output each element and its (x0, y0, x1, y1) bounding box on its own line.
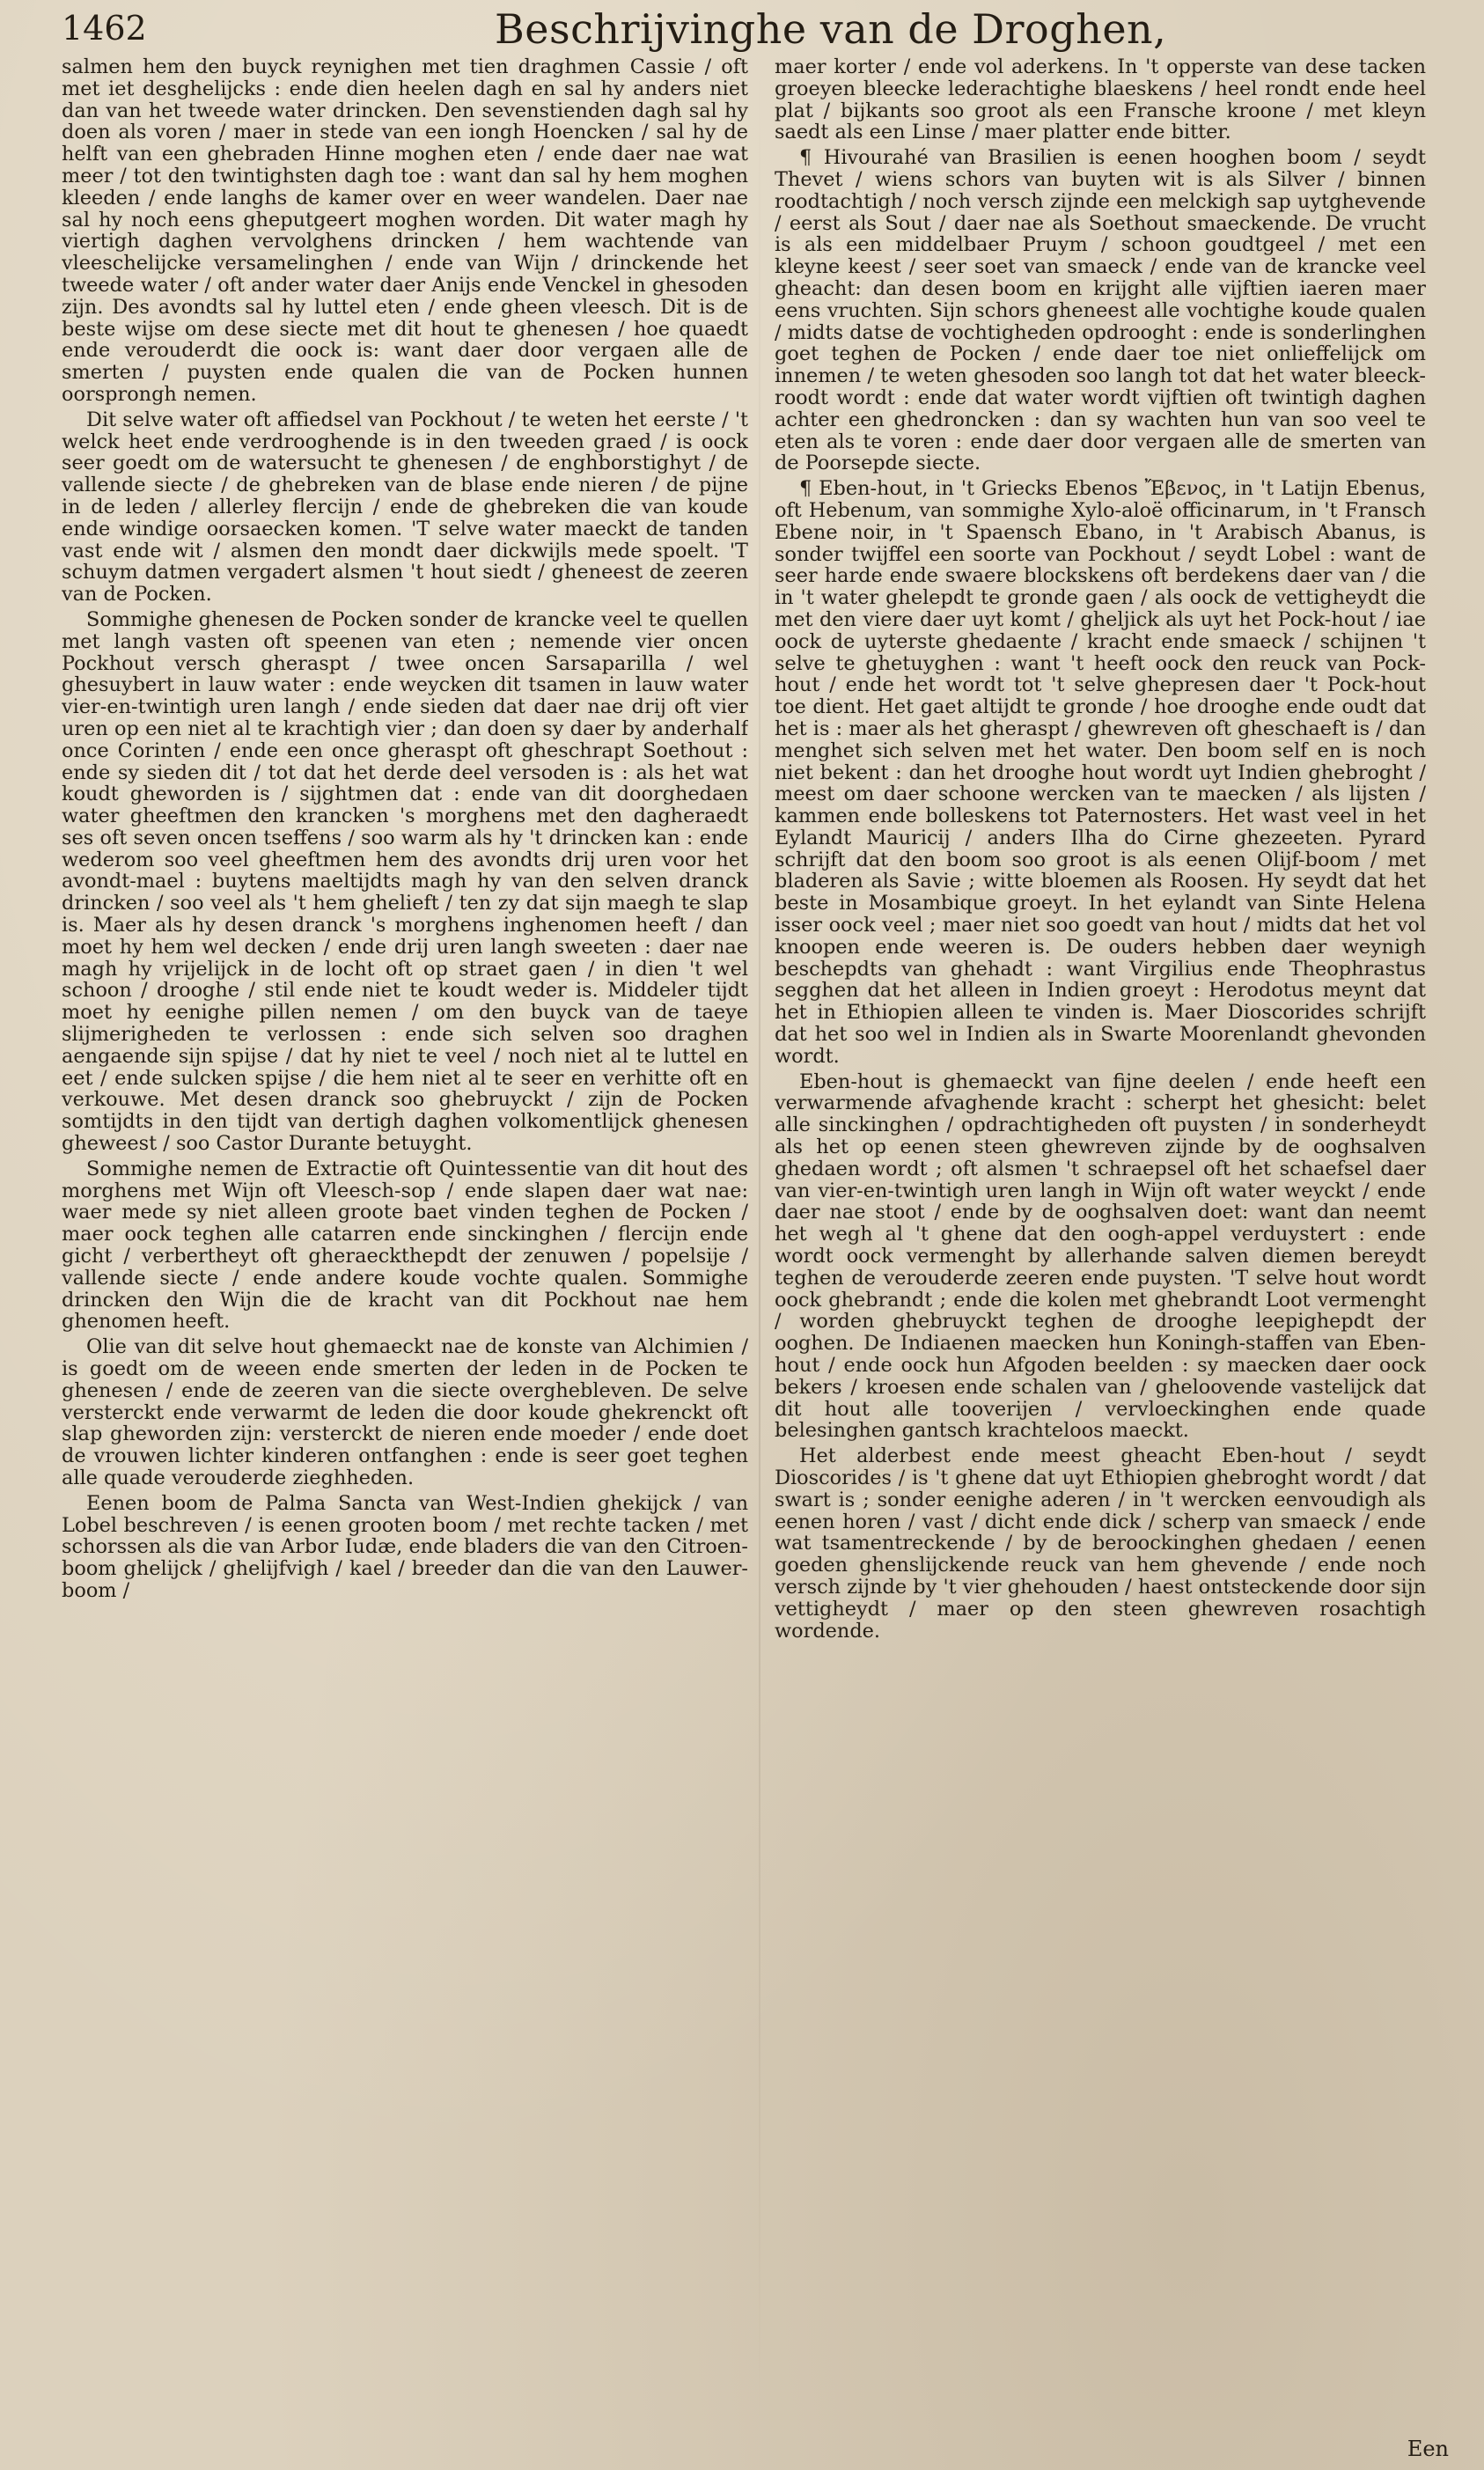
paragraph: Het alderbest ende meest gheacht Eben-hout / seydt Dioscorides / is 't ghene dat uyt Ethiopien ghebroght wordt / dat swart is ; sonder eenighe aderen / in 't wercken eenvoudigh als eenen horen / vast / dicht ende dick / scherp van smaeck / ende wat tsamentreckende / by de beroockinghen ghedaen / eenen goeden ghenslijckende reuck van hem ghevende / ende noch versch zijnde by 't vier ghehouden / haest ontsteckende door sijn vettigheydt / maer op den steen ghewreven rosachtigh wordende. (775, 1445, 1426, 1643)
running-head: Beschrijvinghe van de Droghen, (495, 5, 1167, 53)
left-column (62, 56, 748, 2451)
paragraph: Sommighe ghenesen de Pocken sonder de krancke veel te quellen met langh vasten oft speenen van eten ; nemende vier oncen Pockhout versch gheraspt / twee oncen Sarsaparilla / wel ghesuybert in lauw water : ende weycken dit tsamen in lauw water vier-en-twintigh uren langh / ende sieden dat daer nae drij oft vier uren op een niet al te krachtigh vier ; dan doen sy daer by anderhalf once Corinten / ende een once gheraspt oft gheschrapt Soethout : ende sy sieden dit / tot dat het derde deel versoden is : als het wat koudt gheworden is / sijghtmen dat : ende van dit doorghedaen water gheeftmen den krancken 's morghens met den dagheraedt ses oft seven oncen tseffens / soo warm als hy 't drincken kan : ende wederom soo veel gheeftmen hem des avondts drij uren voor het avondt-mael : buytens maeltijdts magh hy van den selven dranck drincken / soo veel als 't hem ghelieft / ten zy dat sijn maegh te slap is. Maer als hy desen dranck 's morghens inghenomen heeft / dan moet hy hem wel decken / ende drij uren langh sweeten : daer nae magh hy vrijelijck in de locht oft op straet gaen / in dien 't wel schoon / drooghe / stil ende niet te koudt weder is. Middeler tijdt moet hy eenighe pillen nemen / om den buyck van de taeye slijmerigheden te verlossen : ende sich selven soo draghen aengaende sijn spijse / dat hy niet te veel / noch niet al te luttel en eet / ende sulcken spijse / die hem niet al te seer en verhitte oft en verkouwe. Met desen dranck soo ghebruyckt / zijn de Pocken somtijdts in den tijdt van dertigh daghen volkomentlijck ghenesen gheweest / soo Castor Durante betuyght. (62, 607, 748, 1156)
page-number: 1462 (62, 9, 147, 48)
paragraph: salmen hem den buyck reynighen met tien draghmen Cassie / oft met iet desghelijcks : ende dien heelen dagh en sal hy anders niet dan van het tweede water drincken. Den sevenstienden dagh sal hy doen als voren / maer in stede van een iongh Hoencken / sal hy de helft van een ghebraden Hinne moghen eten / ende daer nae wat meer / tot den twintighsten dagh toe : want dan sal hy hem moghen kleeden / ende langhs de kamer over en weer wandelen. Daer nae sal hy noch eens gheputgeert moghen worden. Dit water magh hy viertigh daghen vervolghens drincken / hem wachtende van vleeschelijcke versamelinghen / ende van Wijn / drinckende het tweede water / oft ander water daer Anijs ende Venckel in ghesoden zijn. Des avondts sal hy luttel eten / ende gheen vleesch. Dit is de beste wijse om dese siecte met dit hout te ghenesen / hoe quaedt ende verouderdt die oock is: want daer door vergaen alle de smerten / puysten ende qualen die van de Pocken hunnen oorsprongh nemen. (62, 56, 748, 406)
paragraph: Sommighe nemen de Extractie oft Quintessentie van dit hout des morghens met Wijn oft Vleesch-sop / ende slapen daer wat nae: waer mede sy niet alleen groote baet vinden teghen de Pocken / maer oock teghen alle catarren ende sinckinghen / flercijn ende gicht / verbertheyt oft gheraeckthepdt der zenuwen / popelsije / vallende siecte / ende andere koude vochte qualen. Sommighe drincken den Wijn die de kracht van dit Pockhout nae hem ghenomen heeft. (62, 1157, 748, 1334)
right-column (775, 56, 1426, 2451)
column-gutter (759, 62, 760, 2438)
paragraph: maer korter / ende vol aderkens. In 't opperste van dese tacken groeyen bleecke lederachtighe blaeskens / heel rondt ende heel plat / bijkants soo groot als een Fransche kroone / met kleyn saedt als een Linse / maer platter ende bitter. (775, 56, 1426, 144)
paragraph: Eben-hout is ghemaeckt van fijne deelen / ende heeft een verwarmende afvaghende kracht : scherpt het ghesicht: belet alle sinckinghen / opdrachtigheden oft puysten / in sonderheydt als het op eenen steen ghewreven zijnde by de ooghsalven ghedaen wordt ; oft alsmen 't schraepsel oft het schaefsel daer van vier-en-twintigh uren langh in Wijn oft water weyckt / ende daer nae stoot / ende by de ooghsalven doet: want dan neemt het wegh al 't ghene dat den oogh-appel verduystert : ende wordt oock vermenght by allerhande salven diemen bereydt teghen de verouderde zeeren ende puysten. 'T selve hout wordt oock ghebrandt ; ende die kolen met ghebrandt Loot vermenght / worden ghebruyckt teghen de drooghe leepighepdt der ooghen. De Indiaenen maecken hun Koningh-staffen van Eben-hout / ende oock hun Afgoden beelden : sy maecken daer oock bekers / kroesen ende schalen van / gheloovende vastelijck dat dit hout alle tooverijen / vervloeckinghen ende quade belesinghen gantsch krachteloos maeckt. (775, 1070, 1426, 1443)
paragraph: ¶ Hivourahé van Brasilien is eenen hooghen boom / seydt Thevet / wiens schors van buyten wit is als Silver / binnen roodtachtigh / noch versch zijnde een melckigh sap uytghevende / eerst als Sout / daer nae als Soethout smaeckende. De vrucht is als een middelbaer Pruym / schoon goudtgeel / met een kleyne keest / seer soet van smaeck / ende van de krancke veel gheacht: dan desen boom en krijght alle vijftien iaeren maer eens vruchten. Sijn schors gheneest alle vochtighe koude qualen / midts datse de vochtigheden opdrooght : ende is sonderlinghen goet teghen de Pocken / ende daer toe niet onlieffelijck om innemen / te weten ghesoden soo langh tot dat het water bleeck-roodt wordt : ende dat water wordt vijftien oft twintigh daghen achter een ghedroncken : dan sy wachten hun van soo veel te eten als te voren : ende daer door vergaen alle de smerten van de Poorsepde siecte. (775, 146, 1426, 475)
catchword: Een (1407, 2437, 1449, 2461)
paragraph: Olie van dit selve hout ghemaeckt nae de konste van Alchimien / is goedt om de weeen ende smerten der leden in de Pocken te ghenesen / ende de zeeren van die siecte overghebleven. De selve versterckt ende verwarmt de leden die door koude ghekrenckt oft slap gheworden zijn: versterckt de nieren ende moeder / ende doet de vrouwen lichter kinderen ontfanghen : ende is seer goet teghen alle quade verouderde zieghheden. (62, 1335, 748, 1489)
paragraph: Eenen boom de Palma Sancta van West-Indien ghekijck / van Lobel beschreven / is eenen grooten boom / met rechte tacken / met schorssen als die van Arbor Iudæ, ende bladers die van den Citroen-boom ghelijck / ghelijfvigh / kael / breeder dan die van den Lauwer-boom / (62, 1491, 748, 1602)
paragraph: ¶ Eben-hout, in 't Griecks Ebenos Ἔβενος, in 't Latijn Ebenus, oft Hebenum, van sommighe Xylo-aloë officinarum, in 't Fransch Ebene noir, in 't Spaensch Ebano, in 't Arabisch Abanus, is sonder twijffel een soorte van Pockhout / seydt Lobel : want de seer harde ende swaere blockskens oft berdekens daer van / die in 't water ghelepdt te gronde gaen / als oock de vettigheydt die met den viere daer uyt komt / gheljick als uyt het Pock-hout / iae oock de uyterste ghedaente / kracht ende smaeck / schijnen 't selve te ghetuyghen : want 't heeft oock den reuck van Pock-hout / ende het wordt tot 't selve ghepresen daer 't Pock-hout toe dient. Het gaet altijdt te gronde / hoe drooghe ende oudt dat het is : maer als het gheraspt / ghewreven oft gheschaeft is / dan menghet sich selven met het water. Den boom self en is noch niet bekent : dan het drooghe hout wordt uyt Indien ghebroght / meest om daer schoone wercken van te maecken / als lijsten / kammen ende bolleskens tot Paternosters. Het wast veel in het Eylandt Mauricij / anders Ilha do Cirne ghezeeten. Pyrard schrijft dat den boom soo groot is als eenen Olijf-boom / met bladeren als Savie ; witte bloemen als Roosen. Hy seydt dat het beste in Mosambique groeyt. In het eylandt van Sinte Helena isser oock veel ; maer niet soo goedt van hout / midts dat het vol knoopen ende weeren is. De ouders hebben daer weynigh beschepdts van ghehadt : want Virgilius ende Theophrastus segghen dat het alleen in Indien groeyt : Herodotus meynt dat het in Ethiopien alleen te vinden is. Maer Dioscorides schrijft dat het soo wel in Indien als in Swarte Moorenlandt ghevonden wordt. (775, 477, 1426, 1068)
paragraph: Dit selve water oft affiedsel van Pockhout / te weten het eerste / 't welck heet ende verdrooghende is in den tweeden graed / is oock seer goedt om de watersucht te ghenesen / de enghborstighyt / de vallende siecte / de ghebreken van de blase ende nieren / de pijne in de leden / allerley flercijn / ende de ghebreken die van koude ende windige oorsaecken komen. 'T selve water maeckt de tanden vast ende wit / alsmen den mondt daer dickwijls mede spoelt. 'T schuym datmen vergadert alsmen 't hout siedt / gheneest de zeeren van de Pocken. (62, 408, 748, 606)
page-header (62, 5, 1435, 60)
